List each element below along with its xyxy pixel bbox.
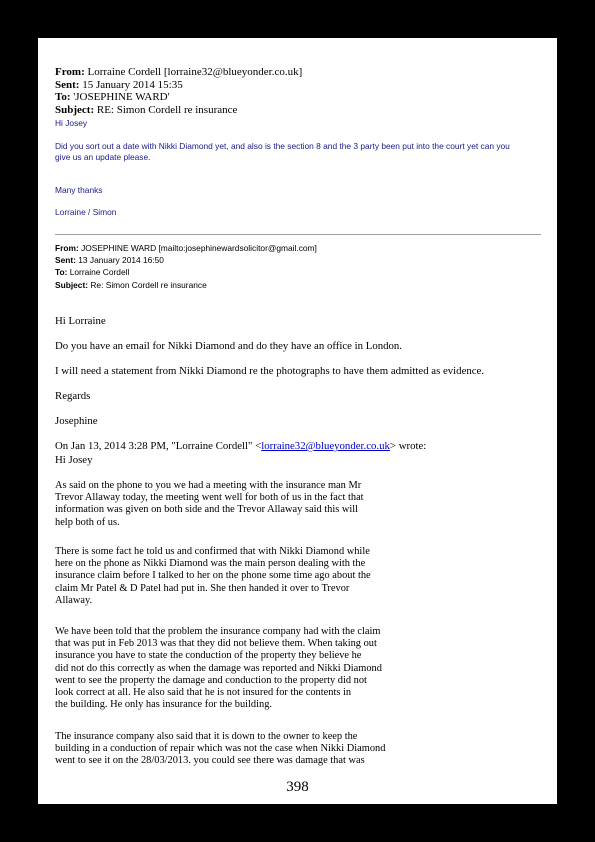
email1-subject: Subject: RE: Simon Cordell re insurance	[55, 103, 238, 116]
email2-sent: Sent: 13 January 2014 16:50	[55, 255, 164, 266]
email2-from: From: JOSEPHINE WARD [mailto:josephinewardsolicitor@gmail.com]	[55, 243, 317, 253]
email1-paragraph: Did you sort out a date with Nikki Diamond yet, and also is the section 8 and the 3 party been put into the court yet can you give us an update please.	[55, 141, 510, 163]
email2-subject: Subject: Re: Simon Cordell re insurance	[55, 279, 207, 290]
email1-from: From: Lorraine Cordell [lorraine32@blueyonder.co.uk]	[55, 66, 303, 78]
email2-para2: I will need a statement from Nikki Diamond re the photographs to have them admitted as evidence.	[55, 365, 485, 377]
email2-to: To: Lorraine Cordell	[55, 267, 130, 278]
page-number: 398	[286, 779, 309, 795]
email2-header	[55, 242, 317, 291]
document-page	[38, 38, 557, 804]
email2-para1: Do you have an email for Nikki Diamond and do they have an office in London.	[55, 340, 403, 352]
quote-paragraph-1: As said on the phone to you we had a meeting with the insurance man Mr Trevor Allaway today, the meeting went well for both of us in the fact that information was given on both side and the Trevor Allaway said this will help both of us.	[55, 480, 364, 528]
email2-name: Josephine	[55, 415, 98, 427]
separator-rule	[55, 234, 541, 235]
email1-to: To: 'JOSEPHINE WARD'	[55, 91, 170, 104]
quote-greeting: Hi Josey	[55, 454, 93, 466]
email2-greeting: Hi Lorraine	[55, 315, 106, 327]
email1-sent: Sent: 15 January 2014 15:35	[55, 78, 183, 91]
email1-thanks: Many thanks	[55, 185, 103, 195]
quote-paragraph-4: The insurance company also said that it is down to the owner to keep the building in a conduction of repair which was not the case when Nikki Diamond went to see it on the 28/03/2013. you could see there was damage that was	[55, 731, 386, 767]
email1-greeting: Hi Josey	[55, 118, 88, 128]
email1-header	[55, 66, 302, 116]
email1-signature: Lorraine / Simon	[55, 207, 117, 217]
email2-regards: Regards	[55, 390, 91, 402]
quote-paragraph-2: There is some fact he told us and confirmed that with Nikki Diamond while here on the phone as Nikki Diamond was the main person dealing with the insurance claim before I talked to her on the phone some time ago about the claim Mr Patel & D Patel had put in. She then handed it over to Trevor Allaway.	[55, 546, 371, 606]
quote-intro: On Jan 13, 2014 3:28 PM, "Lorraine Cordell" <lorraine32@blueyonder.co.uk> wrote:	[55, 440, 427, 452]
quote-email-link[interactable]: lorraine32@blueyonder.co.uk	[261, 440, 390, 452]
quote-paragraph-3: We have been told that the problem the insurance company had with the claim that was put in Feb 2013 was that they did not believe them. When taking out insurance you have to state the conduction of the property they believe he did not do this correctly as when the damage was reported and Nikki Diamond went to see the property the damage and conduction to the property did not look correct at all. He also said that he is not insured for the contents in the building. He only has insurance for the building.	[55, 626, 382, 711]
